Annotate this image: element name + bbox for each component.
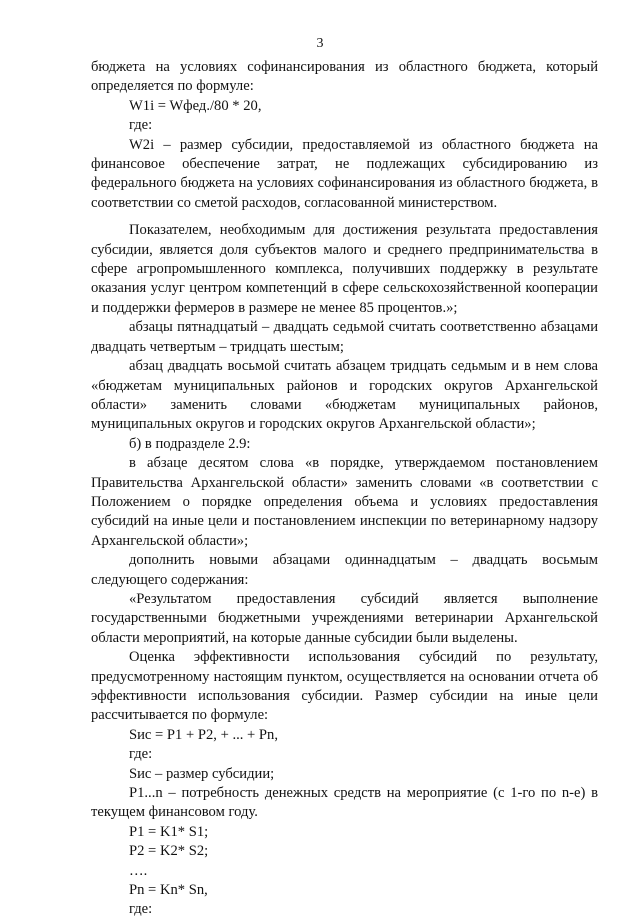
paragraph: абзацы пятнадцатый – двадцать седьмой считать соответственно абзацами двадцать четвертым – тридцать шестым; xyxy=(91,319,598,355)
paragraph: в абзаце десятом слова «в порядке, утверждаемом постановлением Правительства Архангельской области» заменить словами «в соответствии с Положением о порядке определения объема и условиях предоставления субсидий на иные цели и постановлением инспекции по ветеринарному надзору Архангельской области»; xyxy=(91,455,598,549)
formula: W1i = Wфед./80 * 20, xyxy=(129,97,262,114)
formula: Pn = Kn* Sn, xyxy=(129,882,208,899)
paragraph: дополнить новыми абзацами одиннадцатым – двадцать восьмым следующего содержания: xyxy=(91,552,598,588)
document-body xyxy=(91,58,598,920)
formula: Sис = P1 + P2, + ... + Pn, xyxy=(129,726,278,743)
paragraph: P1...n – потребность денежных средств на мероприятие (с 1-го по n-е) в текущем финансовом году. xyxy=(91,785,598,821)
where-label: где: xyxy=(129,746,153,763)
paragraph: абзац двадцать восьмой считать абзацем тридцать седьмым и в нем слова «бюджетам муниципальных районов и городских округов Архангельской области» заменить словами «бюджетам муниципальных районов, муниципальных округов и городских округов Архангельской области»; xyxy=(91,358,598,433)
where-label: где: xyxy=(129,117,153,134)
page-number: 3 xyxy=(316,36,324,51)
paragraph: Оценка эффективности использования субсидий по результату, предусмотренному настоящим пунктом, осуществляется на основании отчета об эффективности использования субсидии. Размер субсидии на иные цели рассчитывается по формуле: xyxy=(91,649,598,724)
paragraph: W2i – размер субсидии, предоставляемой из областного бюджета на финансовое обеспечение затрат, не подлежащих субсидированию из федерального бюджета на условиях софинансирования из областного бюджета, в соответствии со сметой расходов, согласованной министерством. xyxy=(91,136,598,211)
paragraph: Показателем, необходимым для достижения результата предоставления субсидии, является доля субъектов малого и среднего предпринимательства в сфере агропромышленного комплекса, получивших поддержку в результате оказания услуг центром компетенций в сфере сельскохозяйственной кооперации и поддержки фермеров в размере не менее 85 процентов.»; xyxy=(91,222,598,316)
formula: P2 = K2* S2; xyxy=(129,843,209,860)
paragraph: Sис – размер субсидии; xyxy=(129,765,275,782)
paragraph: бюджета на условиях софинансирования из областного бюджета, который определяется по формуле: xyxy=(91,59,598,95)
paragraph: «Результатом предоставления субсидий является выполнение государственными бюджетными учреждениями ветеринарии Архангельской области мероприятий, на которые данные субсидии были выделены. xyxy=(91,590,598,646)
where-label: где: xyxy=(129,901,153,918)
ellipsis: …. xyxy=(129,862,148,879)
paragraph: б) в подразделе 2.9: xyxy=(129,435,251,452)
formula: P1 = K1* S1; xyxy=(129,823,209,840)
